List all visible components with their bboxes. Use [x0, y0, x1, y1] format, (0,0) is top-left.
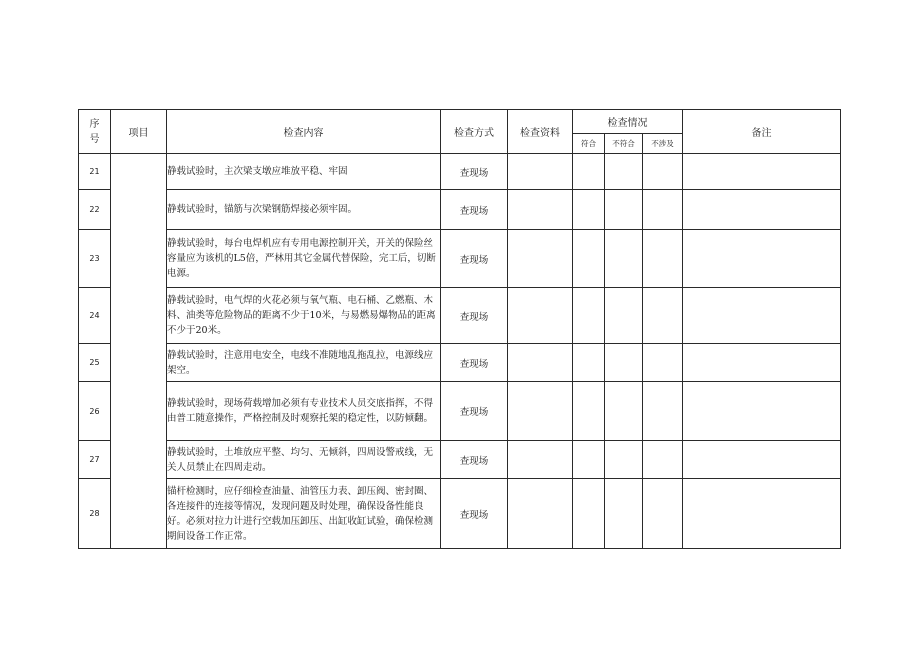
table-row — [79, 230, 841, 288]
row-content: 静载试验时，现场荷载增加必须有专业技术人员交底指挥，不得由普工随意操作，严格控制及时观察托架的稳定性，以防倾翻。 — [167, 382, 441, 441]
remarks-cell[interactable] — [683, 230, 841, 288]
remarks-cell[interactable] — [683, 344, 841, 382]
row-number: 27 — [79, 441, 111, 479]
materials-cell[interactable] — [508, 230, 573, 288]
row-method: 查现场 — [441, 479, 508, 549]
materials-cell[interactable] — [508, 479, 573, 549]
row-method: 查现场 — [441, 344, 508, 382]
nonconform-cell[interactable] — [605, 288, 643, 344]
conform-cell[interactable] — [573, 382, 605, 441]
materials-cell[interactable] — [508, 154, 573, 190]
remarks-cell[interactable] — [683, 288, 841, 344]
nonconform-cell[interactable] — [605, 479, 643, 549]
materials-cell[interactable] — [508, 382, 573, 441]
row-number: 21 — [79, 154, 111, 190]
table-row — [79, 344, 841, 382]
conform-cell[interactable] — [573, 190, 605, 230]
nonconform-cell[interactable] — [605, 190, 643, 230]
table-row — [79, 382, 841, 441]
na-cell[interactable] — [643, 190, 683, 230]
row-method: 查现场 — [441, 154, 508, 190]
header-na: 不涉及 — [643, 134, 683, 154]
table-row — [79, 479, 841, 549]
row-number: 23 — [79, 230, 111, 288]
row-number: 26 — [79, 382, 111, 441]
nonconform-cell[interactable] — [605, 230, 643, 288]
conform-cell[interactable] — [573, 288, 605, 344]
na-cell[interactable] — [643, 441, 683, 479]
row-number: 28 — [79, 479, 111, 549]
row-number: 24 — [79, 288, 111, 344]
na-cell[interactable] — [643, 479, 683, 549]
table-row — [79, 288, 841, 344]
na-cell[interactable] — [643, 382, 683, 441]
conform-cell[interactable] — [573, 344, 605, 382]
row-content: 静载试验时，土堆放应平整、均匀、无倾斜，四周设警戒线，无关人员禁止在四周走动。 — [167, 441, 441, 479]
row-content: 锚杆检测时，应仔细检查油量、油管压力表、卸压阀、密封圈、各连接件的连接等情况，发现问题及时处理，确保设备性能良好。必须对拉力计进行空载加压卸压、出缸收缸试验，确保检测期间设备工作正常。 — [167, 479, 441, 549]
materials-cell[interactable] — [508, 288, 573, 344]
header-remarks: 备注 — [683, 110, 841, 154]
remarks-cell[interactable] — [683, 441, 841, 479]
nonconform-cell[interactable] — [605, 441, 643, 479]
row-number: 25 — [79, 344, 111, 382]
table-row — [79, 154, 841, 190]
conform-cell[interactable] — [573, 154, 605, 190]
na-cell[interactable] — [643, 230, 683, 288]
materials-cell[interactable] — [508, 344, 573, 382]
row-content: 静载试验时，电气焊的火花必须与氧气瓶、电石桶、乙燃瓶、木料、油类等危险物品的距离不少于10米，与易燃易爆物品的距离不少于20米。 — [167, 288, 441, 344]
table-row — [79, 441, 841, 479]
header-conform: 符合 — [573, 134, 605, 154]
row-content: 静载试验时，注意用电安全，电线不准随地乱拖乱拉，电源线应架空。 — [167, 344, 441, 382]
header-materials: 检查资料 — [508, 110, 573, 154]
row-content: 静载试验时，每台电焊机应有专用电源控制开关，开关的保险丝容量应为该机的L5倍，严林用其它金属代替保险，完工后，切断电源。 — [167, 230, 441, 288]
header-seq: 序号 — [79, 110, 111, 154]
conform-cell[interactable] — [573, 230, 605, 288]
header-nonconform: 不符合 — [605, 134, 643, 154]
materials-cell[interactable] — [508, 441, 573, 479]
header-status: 检查情况 — [573, 110, 683, 134]
nonconform-cell[interactable] — [605, 344, 643, 382]
header-method: 检查方式 — [441, 110, 508, 154]
conform-cell[interactable] — [573, 479, 605, 549]
nonconform-cell[interactable] — [605, 154, 643, 190]
nonconform-cell[interactable] — [605, 382, 643, 441]
na-cell[interactable] — [643, 344, 683, 382]
row-method: 查现场 — [441, 382, 508, 441]
row-method: 查现场 — [441, 288, 508, 344]
row-method: 查现场 — [441, 441, 508, 479]
header-content: 检查内容 — [167, 110, 441, 154]
row-number: 22 — [79, 190, 111, 230]
inspection-table — [78, 109, 841, 549]
remarks-cell[interactable] — [683, 190, 841, 230]
na-cell[interactable] — [643, 154, 683, 190]
header-project: 项目 — [111, 110, 167, 154]
remarks-cell[interactable] — [683, 479, 841, 549]
remarks-cell[interactable] — [683, 154, 841, 190]
row-content: 静载试验时，主次梁支墩应堆放平稳、牢固 — [167, 154, 441, 190]
row-method: 查现场 — [441, 230, 508, 288]
remarks-cell[interactable] — [683, 382, 841, 441]
table-row — [79, 190, 841, 230]
project-cell — [111, 154, 167, 549]
conform-cell[interactable] — [573, 441, 605, 479]
row-method: 查现场 — [441, 190, 508, 230]
row-content: 静载试验时，锚筋与次梁钢筋焊接必须牢固。 — [167, 190, 441, 230]
materials-cell[interactable] — [508, 190, 573, 230]
na-cell[interactable] — [643, 288, 683, 344]
